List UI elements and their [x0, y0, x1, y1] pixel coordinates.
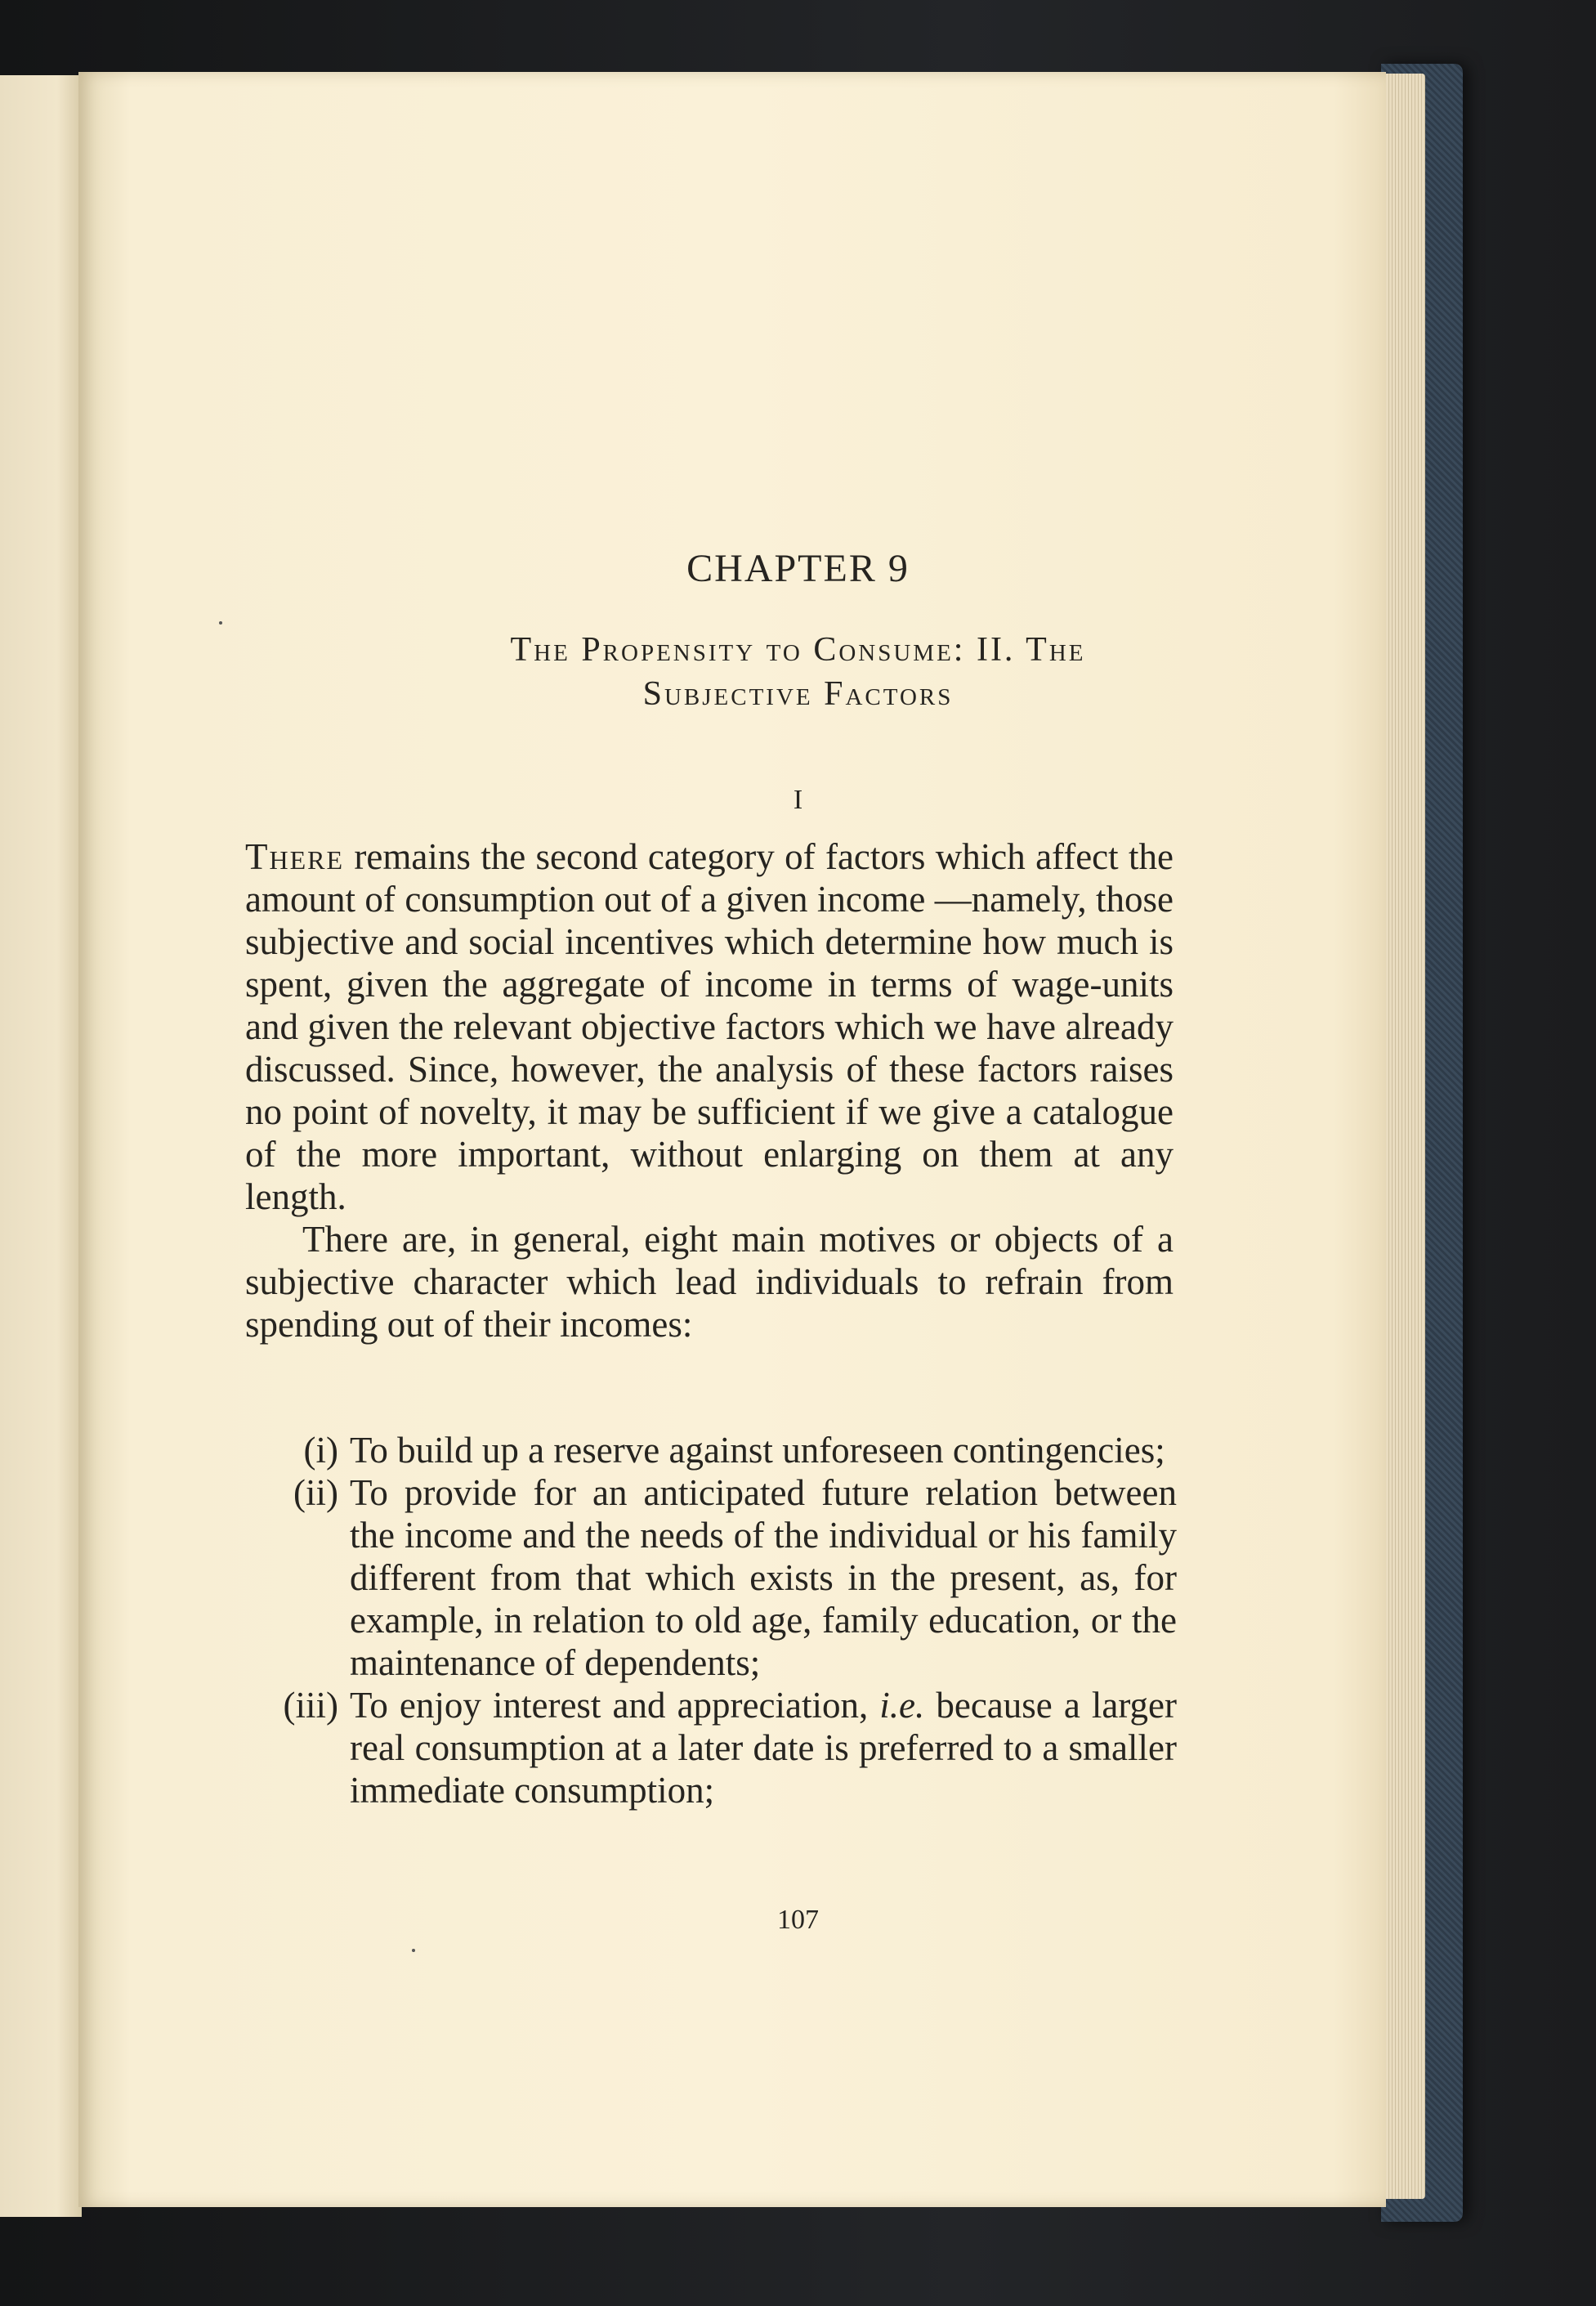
body-text [245, 835, 1174, 1346]
chapter-title-line-1: The Propensity to Consume: II. The [510, 631, 1086, 669]
motives-list [245, 1429, 1177, 1811]
list-item [245, 1684, 1177, 1811]
section-number: I [793, 785, 803, 815]
chapter-title-line-2: Subjective Factors [642, 675, 954, 713]
list-item-text: To build up a reserve against unforeseen contingencies; [350, 1430, 1165, 1471]
list-item-text-a: To enjoy interest and appreciation, [350, 1685, 880, 1726]
chapter-title [0, 628, 1596, 716]
list-item-text [350, 1684, 1177, 1811]
list-item-number: (ii) [293, 1472, 338, 1513]
paragraph-1-lead: There [245, 836, 345, 877]
list-item [245, 1471, 1177, 1684]
list-item-number: (iii) [283, 1685, 338, 1726]
list-item-text-b: because a larger real consumption at a later date is preferred to a smaller immediate consumption; [350, 1685, 1177, 1811]
page-number: 107 [777, 1905, 819, 1935]
speck [412, 1949, 415, 1952]
paragraph-1 [245, 835, 1174, 1218]
list-item-text: To provide for an anticipated future relation between the income and the needs of the individual or his family different from that which exists in the present, as, for example, in relation to old age, family education, or the maintenance of dependents; [350, 1472, 1177, 1683]
list-item [245, 1429, 1177, 1471]
list-item-text-italic: i.e. [879, 1685, 925, 1726]
speck [219, 621, 222, 625]
list-item-number: (i) [303, 1430, 338, 1471]
left-page-edge [0, 75, 82, 2217]
chapter-heading: CHAPTER 9 [686, 547, 910, 590]
paragraph-2: There are, in general, eight main motives or objects of a subjective character which lead individuals to refrain from spending out of their incomes: [245, 1219, 1174, 1345]
paragraph-1-text: remains the second category of factors which affect the amount of consumption out of a given income —namely, those subjective and social incentives which determine how much is spent, given the aggregate of income in terms of wage-units and given the relevant objective factors which we have already discussed. Since, however, the analysis of these factors raises no point of novelty, it may be sufficient if we give a catalogue of the more important, without enlarging on them at any length. [245, 836, 1174, 1217]
